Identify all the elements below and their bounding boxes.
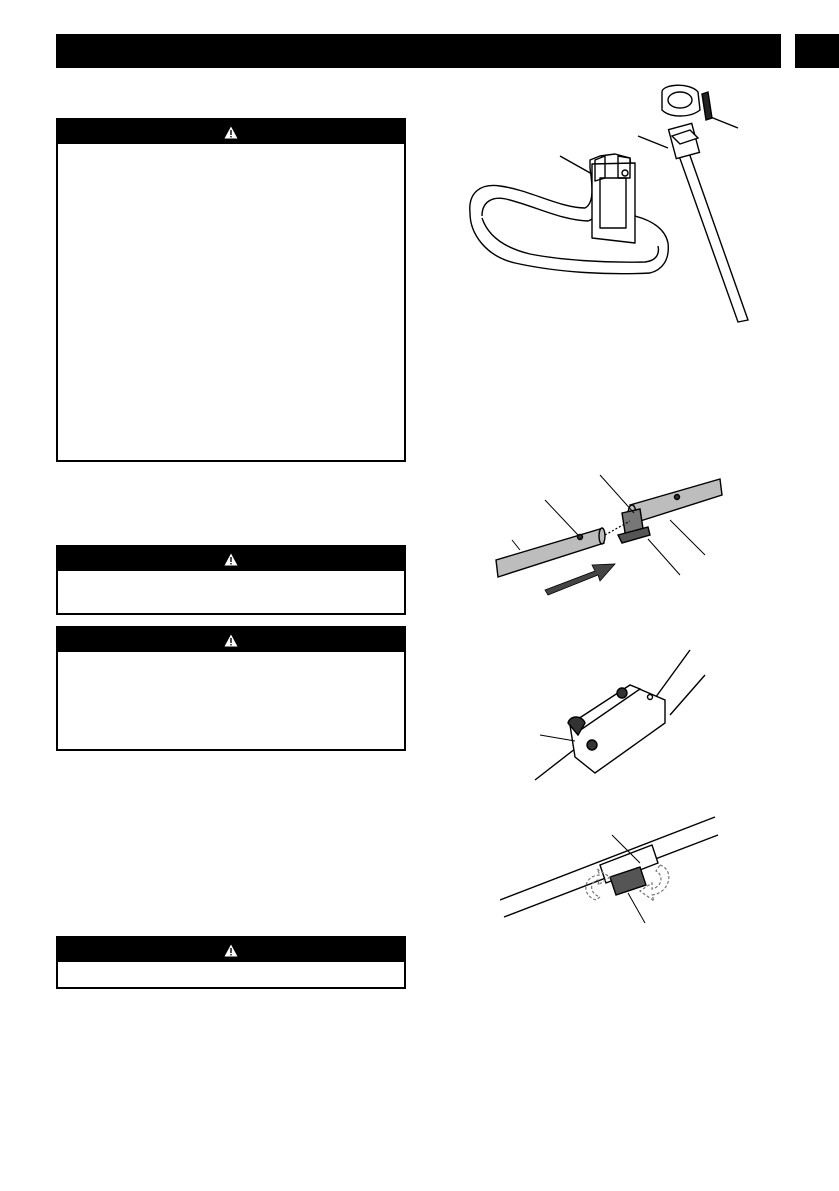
warning-box bbox=[56, 118, 406, 462]
warning-triangle-icon bbox=[224, 634, 238, 647]
warning-triangle-icon bbox=[224, 944, 238, 957]
warning-header bbox=[58, 120, 404, 144]
warning-box bbox=[56, 626, 406, 751]
warning-header bbox=[58, 547, 404, 571]
header-tab bbox=[795, 34, 839, 68]
coupling-closeup-illustration bbox=[530, 645, 710, 785]
warning-header bbox=[58, 938, 404, 962]
warning-triangle-icon bbox=[224, 553, 238, 566]
knob-tightening-illustration bbox=[500, 805, 720, 940]
shaft-coupling-illustration bbox=[490, 465, 730, 605]
warning-box bbox=[56, 545, 406, 615]
warning-header bbox=[58, 628, 404, 652]
guard-and-shaft-illustration bbox=[440, 78, 760, 328]
warning-triangle-icon bbox=[224, 126, 238, 139]
warning-box bbox=[56, 936, 406, 989]
header-bar bbox=[56, 34, 781, 68]
